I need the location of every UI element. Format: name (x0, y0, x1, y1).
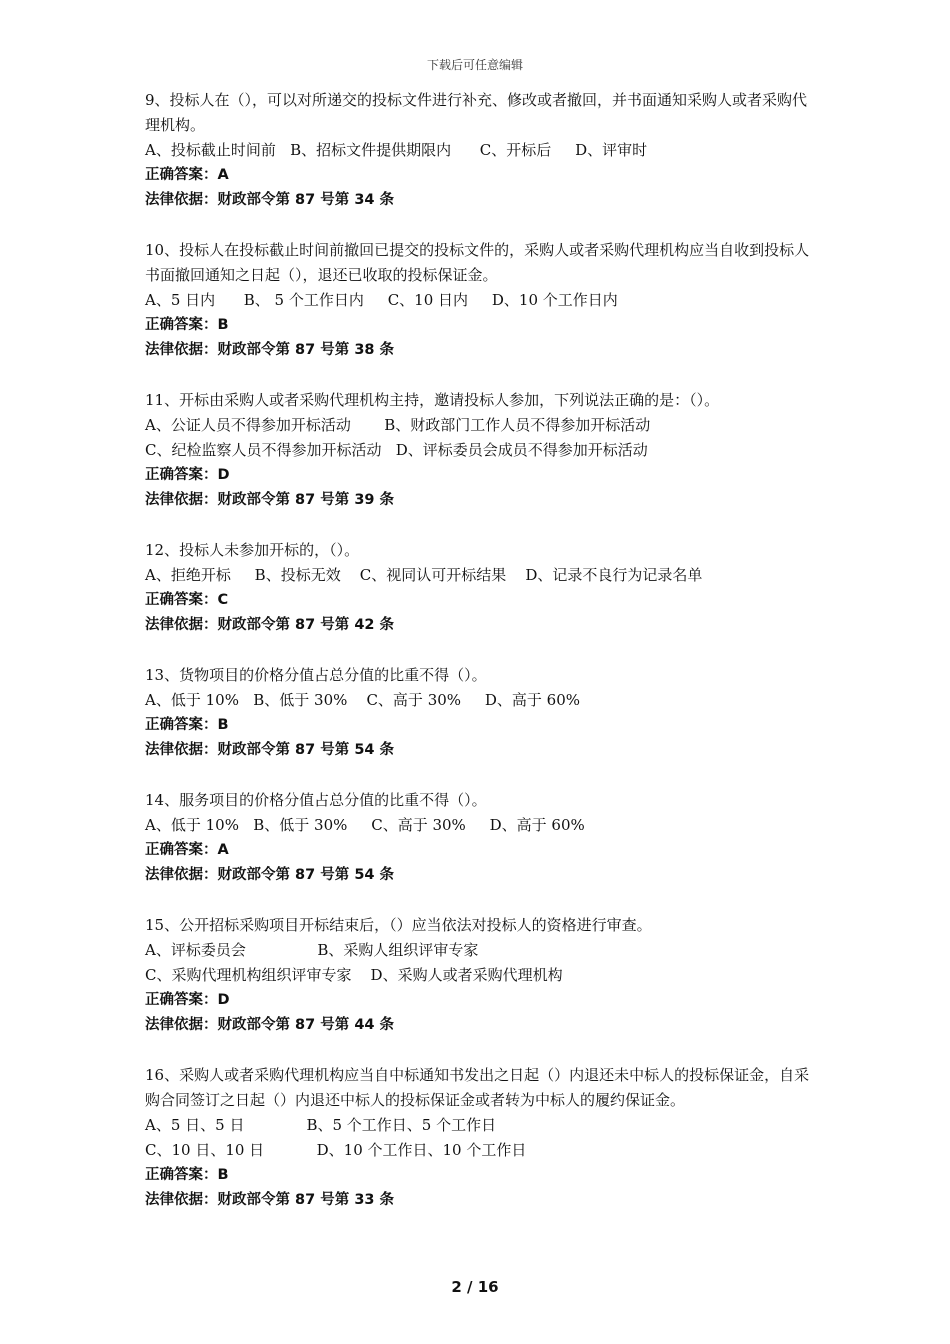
legal-basis: 法律依据：财政部令第 87 号第 54 条 (145, 742, 395, 758)
question-options: A、低于 10% B、低于 30% C、高于 30% D、高于 60% (145, 816, 585, 834)
question-options: A、评标委员会 B、采购人组织评审专家 (145, 941, 479, 959)
question-options: A、5 日内 B、 5 个工作日内 C、10 日内 D、10 个工作日内 (145, 291, 618, 309)
correct-answer: 正确答案：A (145, 167, 229, 183)
question-stem: 13、货物项目的价格分值占总分值的比重不得（）。 (145, 666, 487, 684)
question-options: C、10 日、10 日 D、10 个工作日、10 个工作日 (145, 1141, 527, 1159)
legal-basis: 法律依据：财政部令第 87 号第 42 条 (145, 617, 395, 633)
question-options: A、投标截止时间前 B、招标文件提供期限内 C、开标后 D、评审时 (145, 141, 648, 159)
correct-answer: 正确答案：A (145, 842, 229, 858)
question-item (145, 88, 810, 213)
question-item (145, 238, 810, 363)
legal-basis: 法律依据：财政部令第 87 号第 33 条 (145, 1192, 395, 1208)
legal-basis: 法律依据：财政部令第 87 号第 44 条 (145, 1017, 395, 1033)
correct-answer: 正确答案：B (145, 717, 229, 733)
correct-answer: 正确答案：C (145, 592, 229, 608)
legal-basis: 法律依据：财政部令第 87 号第 34 条 (145, 192, 395, 208)
question-stem: 14、服务项目的价格分值占总分值的比重不得（）。 (145, 791, 487, 809)
question-options: A、公证人员不得参加开标活动 B、财政部门工作人员不得参加开标活动 (145, 416, 651, 434)
question-item (145, 788, 810, 888)
question-stem: 12、投标人未参加开标的，（）。 (145, 541, 360, 559)
question-item (145, 538, 810, 638)
question-stem: 16、采购人或者采购代理机构应当自中标通知书发出之日起（）内退还未中标人的投标保证金，自采购合同签订之日起（）内退还中标人的投标保证金或者转为中标人的履约保证金。 (145, 1066, 810, 1109)
question-stem: 10、投标人在投标截止时间前撤回已提交的投标文件的，采购人或者采购代理机构应当自收到投标人书面撤回通知之日起（），退还已收取的投标保证金。 (145, 241, 810, 284)
question-item (145, 663, 810, 763)
legal-basis: 法律依据：财政部令第 87 号第 39 条 (145, 492, 395, 508)
question-stem: 9、投标人在（），可以对所递交的投标文件进行补充、修改或者撤回，并书面通知采购人或者采购代理机构。 (145, 91, 808, 134)
page-number: 2 / 16 (451, 1278, 499, 1296)
correct-answer: 正确答案：D (145, 992, 230, 1008)
correct-answer: 正确答案：B (145, 317, 229, 333)
question-stem: 15、公开招标采购项目开标结束后，（）应当依法对投标人的资格进行审查。 (145, 916, 652, 934)
page-header: 下载后可任意编辑 (426, 58, 523, 72)
question-options: C、采购代理机构组织评审专家 D、采购人或者采购代理机构 (145, 966, 563, 984)
question-item (145, 388, 810, 513)
legal-basis: 法律依据：财政部令第 87 号第 54 条 (145, 867, 395, 883)
question-options: C、纪检监察人员不得参加开标活动 D、评标委员会成员不得参加开标活动 (145, 441, 648, 459)
question-options: A、低于 10% B、低于 30% C、高于 30% D、高于 60% (145, 691, 581, 709)
question-options: A、5 日、5 日 B、5 个工作日、5 个工作日 (145, 1116, 497, 1134)
question-item (145, 1063, 810, 1213)
question-item (145, 913, 810, 1038)
legal-basis: 法律依据：财政部令第 87 号第 38 条 (145, 342, 395, 358)
correct-answer: 正确答案：D (145, 467, 230, 483)
question-list (145, 88, 810, 1238)
correct-answer: 正确答案：B (145, 1167, 229, 1183)
question-options: A、拒绝开标 B、投标无效 C、视同认可开标结果 D、记录不良行为记录名单 (145, 566, 703, 584)
question-stem: 11、开标由采购人或者采购代理机构主持，邀请投标人参加，下列说法正确的是：（）。 (145, 391, 720, 409)
